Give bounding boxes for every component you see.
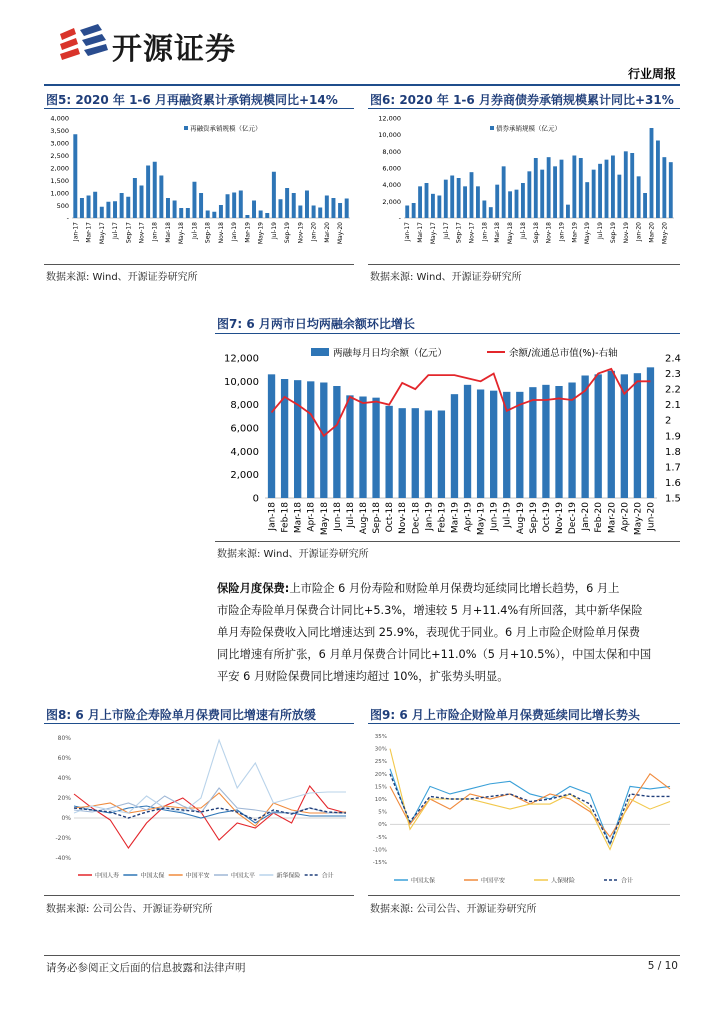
bar xyxy=(579,158,583,218)
bar xyxy=(412,408,419,498)
bar xyxy=(239,191,243,219)
text-line: 同比增速有所扩张，6 月单月保费合计同比+11.0%（5 月+10.5%），中国太保和中国 xyxy=(217,648,652,661)
legend-swatch-bar xyxy=(311,348,329,356)
bar xyxy=(399,408,406,498)
insurance-paragraph xyxy=(217,578,682,688)
bar xyxy=(503,392,510,498)
fig7-source: 数据来源: Wind、开源证券研究所 xyxy=(217,549,369,560)
footer-rule xyxy=(44,955,680,956)
x-tick-label: Nov-18 xyxy=(545,222,553,244)
x-tick-label: Dec-19 xyxy=(568,502,579,535)
x-tick-label: Mar-20 xyxy=(648,222,656,243)
y-tick-label: 60% xyxy=(57,755,71,762)
x-tick-label: Apr-19 xyxy=(463,502,474,532)
x-tick-label: May-18 xyxy=(319,502,330,536)
x-tick-label: Jul-19 xyxy=(270,222,278,240)
y-tick-label: 0% xyxy=(61,815,71,822)
x-tick-label: Jan-18 xyxy=(481,222,489,242)
bar xyxy=(212,212,216,218)
ratio-line xyxy=(272,369,651,436)
x-tick-label: Jul-19 xyxy=(597,222,605,240)
x-tick-label: Jul-17 xyxy=(442,222,450,240)
bar xyxy=(159,176,163,219)
legend-label: 合计 xyxy=(621,877,634,885)
bar xyxy=(133,178,137,218)
bar xyxy=(186,208,190,218)
bar xyxy=(437,196,441,219)
fig8-title-rule xyxy=(44,723,354,724)
fig7-chart xyxy=(215,340,685,540)
y-tick-label: 12,000 xyxy=(378,114,401,123)
fig8-source: 数据来源: 公司公告、开源证券研究所 xyxy=(46,904,213,915)
bar xyxy=(476,186,480,218)
x-tick-label: Aug-19 xyxy=(515,502,526,535)
y-tick-label: -20% xyxy=(55,835,71,842)
bar xyxy=(259,211,263,219)
y-right-tick-label: 2 xyxy=(665,415,672,427)
x-tick-label: Jul-18 xyxy=(345,502,356,528)
x-tick-label: Jun-19 xyxy=(489,502,500,531)
bar xyxy=(555,386,562,498)
x-tick-label: Sep-17 xyxy=(125,222,133,244)
x-tick-label: May-20 xyxy=(633,502,644,536)
y-tick-label: 1,000 xyxy=(50,189,69,198)
fig9-title-rule xyxy=(368,723,680,724)
y-left-tick-label: 0 xyxy=(252,493,259,505)
y-tick-label: -15% xyxy=(372,860,387,866)
bar xyxy=(527,171,531,218)
bar xyxy=(444,180,448,218)
x-tick-label: Mar-19 xyxy=(450,502,461,534)
bar xyxy=(470,172,474,218)
legend-label: 债券承销规模（亿元） xyxy=(496,124,561,133)
bar xyxy=(431,194,435,218)
footer-disclaimer: 请务必参阅正文后面的信息披露和法律声明 xyxy=(46,962,246,974)
bar xyxy=(120,193,124,218)
brand-logo xyxy=(58,20,110,64)
bar xyxy=(268,374,275,498)
fig9-source: 数据来源: 公司公告、开源证券研究所 xyxy=(370,904,537,915)
bar xyxy=(482,201,486,219)
bar xyxy=(598,164,602,218)
bar xyxy=(438,411,445,499)
legend-swatch xyxy=(490,126,494,130)
bar xyxy=(502,166,506,218)
bar xyxy=(305,191,309,219)
x-tick-label: Mar-17 xyxy=(417,222,425,243)
x-tick-label: Mar-19 xyxy=(571,222,579,243)
bar xyxy=(425,183,429,218)
x-tick-label: Jul-18 xyxy=(191,222,199,240)
x-tick-label: Jan-20 xyxy=(310,222,318,242)
y-tick-label: 10,000 xyxy=(378,131,401,140)
bar xyxy=(463,186,467,218)
x-tick-label: Jan-17 xyxy=(404,222,412,242)
bar xyxy=(451,394,458,498)
x-tick-label: May-19 xyxy=(257,222,265,245)
y-tick-label: 10% xyxy=(374,797,387,803)
legend-label: 中国平安 xyxy=(481,877,506,885)
bar xyxy=(650,128,654,218)
x-tick-label: Sep-18 xyxy=(204,222,212,244)
bar xyxy=(624,151,628,218)
bar xyxy=(199,193,203,218)
y-tick-label: 2,500 xyxy=(50,152,69,160)
y-tick-label: 1,500 xyxy=(50,177,69,185)
fig9-source-rule xyxy=(368,895,680,896)
x-tick-label: Mar-18 xyxy=(494,222,502,243)
x-tick-label: Jul-19 xyxy=(502,502,513,528)
legend-label: 中国太平 xyxy=(231,872,256,880)
x-tick-label: Jan-18 xyxy=(151,222,159,242)
bar xyxy=(611,156,615,219)
bar xyxy=(232,193,236,219)
fig6-source: 数据来源: Wind、开源证券研究所 xyxy=(370,272,522,283)
bar xyxy=(542,385,549,498)
y-right-tick-label: 2.1 xyxy=(665,400,681,412)
bar xyxy=(425,411,432,499)
x-tick-label: Mar-19 xyxy=(244,222,252,243)
x-tick-label: Sep-18 xyxy=(372,502,383,534)
section-label: 行业周报 xyxy=(627,67,676,81)
x-tick-label: Jun-20 xyxy=(646,502,657,531)
bar xyxy=(252,201,256,219)
logo-icon xyxy=(58,20,110,64)
y-right-tick-label: 2.3 xyxy=(665,369,681,381)
bar xyxy=(540,170,544,218)
legend-label: 中国太保 xyxy=(140,872,165,880)
series-line xyxy=(390,774,670,845)
bar xyxy=(643,193,647,218)
bar xyxy=(617,175,621,218)
bar xyxy=(585,182,589,218)
x-tick-label: Sep-19 xyxy=(284,222,292,244)
y-tick-label: 4,000 xyxy=(382,181,401,190)
y-tick-label: -5% xyxy=(376,834,387,841)
bar xyxy=(412,203,416,218)
page-number: 5 / 10 xyxy=(647,960,678,972)
bar xyxy=(605,160,609,218)
x-tick-label: Jan-19 xyxy=(424,502,435,531)
fig7-title-rule xyxy=(215,333,680,334)
x-tick-label: Feb-19 xyxy=(437,502,448,533)
x-tick-label: May-19 xyxy=(476,502,487,536)
y-right-tick-label: 2.2 xyxy=(665,384,681,396)
bar xyxy=(320,383,327,499)
bar xyxy=(173,201,177,219)
bar xyxy=(192,182,196,218)
x-tick-label: Nov-18 xyxy=(398,502,409,535)
x-tick-label: Jul-18 xyxy=(519,222,527,240)
x-tick-label: Nov-19 xyxy=(555,502,565,535)
bar xyxy=(106,202,110,218)
bar xyxy=(450,176,454,219)
x-tick-label: Nov-19 xyxy=(622,222,630,244)
y-tick-label: -10% xyxy=(372,847,387,854)
x-tick-label: Apr-20 xyxy=(620,502,631,532)
y-tick-label: 0% xyxy=(378,822,387,829)
y-right-tick-label: 1.7 xyxy=(665,462,681,474)
bar xyxy=(656,141,660,219)
bar xyxy=(662,157,666,218)
bar xyxy=(457,178,461,218)
bar xyxy=(307,381,314,498)
bar xyxy=(113,201,117,218)
bar xyxy=(179,208,183,218)
x-tick-label: Sep-18 xyxy=(532,222,540,244)
x-tick-label: Nov-19 xyxy=(297,222,305,244)
bar xyxy=(279,199,283,218)
x-tick-label: Mar-18 xyxy=(164,222,172,243)
bar xyxy=(219,205,223,218)
y-left-tick-label: 4,000 xyxy=(230,446,259,458)
fig5-source-rule xyxy=(44,264,354,265)
insurance-lead: 保险月度保费: xyxy=(217,582,290,595)
fig5-chart xyxy=(44,112,356,257)
bar xyxy=(634,373,641,498)
y-right-tick-label: 1.9 xyxy=(665,431,681,443)
legend-label: 再融资承销规模（亿元） xyxy=(190,124,262,133)
bar xyxy=(418,186,422,218)
x-tick-label: May-20 xyxy=(661,222,669,245)
x-tick-label: Jan-18 xyxy=(267,502,278,531)
bar xyxy=(359,397,366,499)
bar xyxy=(572,156,576,219)
y-tick-label: 30% xyxy=(374,746,387,753)
bar xyxy=(385,406,392,498)
y-tick-label: - xyxy=(398,214,401,223)
y-tick-label: 2,000 xyxy=(50,164,69,173)
y-tick-label: 15% xyxy=(374,784,387,791)
bar xyxy=(521,183,525,218)
y-right-tick-label: 1.6 xyxy=(665,477,681,489)
x-tick-label: Dec-18 xyxy=(411,502,422,535)
bar xyxy=(146,166,150,219)
y-tick-label: 5% xyxy=(378,809,387,816)
bar xyxy=(292,193,296,218)
bar xyxy=(595,374,602,498)
y-left-tick-label: 10,000 xyxy=(224,376,259,388)
bar xyxy=(647,367,654,498)
y-tick-label: 6,000 xyxy=(382,164,401,173)
bar xyxy=(516,392,523,498)
bar xyxy=(508,191,512,218)
bar xyxy=(592,170,596,218)
bar xyxy=(529,387,536,498)
fig9-chart xyxy=(368,730,680,890)
bar xyxy=(333,386,340,498)
bar xyxy=(73,134,77,218)
fig5-title: 图5: 2020 年 1-6 月再融资累计承销规模同比+14% xyxy=(46,93,338,107)
y-tick-label: 25% xyxy=(374,759,387,766)
bar xyxy=(338,203,342,218)
bar xyxy=(464,385,471,498)
bar xyxy=(547,157,551,218)
bar xyxy=(669,162,673,218)
legend-label: 新华保险 xyxy=(276,872,301,880)
bar xyxy=(608,371,615,498)
bar xyxy=(298,206,302,219)
bar xyxy=(226,194,230,218)
y-left-tick-label: 12,000 xyxy=(224,353,259,365)
series-line xyxy=(74,786,346,848)
fig6-chart xyxy=(368,112,680,257)
legend-label-line: 余额/流通总市值(%)-右轴 xyxy=(509,348,618,359)
bar xyxy=(265,213,269,218)
y-tick-label: 35% xyxy=(374,734,387,740)
y-tick-label: 3,000 xyxy=(50,139,69,148)
header-rule xyxy=(44,84,680,86)
fig9-title: 图9: 6 月上市险企财险单月保费延续同比增长势头 xyxy=(370,708,640,722)
x-tick-label: Jan-20 xyxy=(635,222,643,242)
x-tick-label: May-19 xyxy=(584,222,592,245)
bar xyxy=(294,380,301,498)
x-tick-label: Jan-19 xyxy=(231,222,239,242)
fig6-title: 图6: 2020 年 1-6 月券商债券承销规模累计同比+31% xyxy=(370,93,674,107)
y-right-tick-label: 1.8 xyxy=(665,446,681,458)
x-tick-label: May-18 xyxy=(178,222,186,245)
text-line: 平安 6 月财险保费同比增速均超过 10%，扩张势头明显。 xyxy=(217,670,509,683)
y-tick-label: 80% xyxy=(57,735,71,742)
bar xyxy=(206,211,210,219)
x-tick-label: Nov-17 xyxy=(468,222,476,244)
x-tick-label: Nov-18 xyxy=(217,222,225,244)
fig7-title: 图7: 6 月两市日均两融余额环比增长 xyxy=(217,317,415,331)
bar xyxy=(581,376,588,499)
x-tick-label: Mar-20 xyxy=(323,222,331,243)
x-tick-label: May-18 xyxy=(507,222,515,245)
x-tick-label: Sep-19 xyxy=(609,222,617,244)
bar xyxy=(318,208,322,219)
legend-label: 合计 xyxy=(321,872,334,880)
bar xyxy=(534,158,538,218)
bar xyxy=(312,206,316,219)
series-line xyxy=(74,806,346,823)
y-tick-label: 20% xyxy=(374,771,387,778)
x-tick-label: May-20 xyxy=(337,222,345,245)
x-tick-label: Oct-19 xyxy=(541,502,552,533)
x-tick-label: May-17 xyxy=(98,222,106,245)
x-tick-label: Oct-18 xyxy=(385,502,396,533)
fig6-source-rule xyxy=(368,264,680,265)
bar xyxy=(477,390,484,499)
x-tick-label: Feb-20 xyxy=(594,502,605,533)
text-line: 上市险企 6 月份寿险和财险单月保费均延续同比增长趋势，6 月上 xyxy=(289,582,620,595)
x-tick-label: Apr-18 xyxy=(306,502,317,532)
bar xyxy=(490,391,497,498)
x-tick-label: Jan-17 xyxy=(72,222,80,242)
x-tick-label: Jan-20 xyxy=(581,502,592,531)
x-tick-label: Mar-18 xyxy=(293,502,304,534)
bar xyxy=(637,176,641,218)
text-line: 单月寿险保费收入同比增速达到 25.9%，表现优于同业。6 月上市险企财险单月保费 xyxy=(217,626,641,639)
y-tick-label: 3,500 xyxy=(50,127,69,135)
bar xyxy=(345,199,349,219)
bar xyxy=(566,205,570,218)
x-tick-label: Sep-19 xyxy=(528,502,539,534)
x-tick-label: May-17 xyxy=(429,222,437,245)
x-tick-label: Feb-18 xyxy=(280,502,291,533)
y-right-tick-label: 2.4 xyxy=(665,353,681,365)
legend-label: 中国人寿 xyxy=(95,872,120,880)
bar xyxy=(80,198,84,218)
fig8-source-rule xyxy=(44,895,354,896)
y-tick-label: -40% xyxy=(55,855,71,862)
y-left-tick-label: 6,000 xyxy=(230,423,259,435)
fig8-chart xyxy=(44,730,356,890)
y-tick-label: 500 xyxy=(56,202,69,210)
y-tick-label: 2,000 xyxy=(382,197,401,206)
bar xyxy=(140,186,144,219)
bar xyxy=(560,160,564,218)
legend-label-bar: 两融每月日均余额（亿元） xyxy=(333,348,448,359)
x-tick-label: Jun-18 xyxy=(332,502,343,531)
y-left-tick-label: 8,000 xyxy=(230,400,259,412)
bar xyxy=(126,197,130,218)
bar xyxy=(285,188,289,218)
x-tick-label: Sep-17 xyxy=(455,222,463,244)
y-tick-label: 20% xyxy=(57,795,71,802)
bar xyxy=(515,190,519,218)
series-line xyxy=(74,740,346,813)
y-tick-label: 40% xyxy=(57,775,71,782)
fig5-title-rule xyxy=(44,108,354,109)
bar xyxy=(489,207,493,218)
bar xyxy=(372,398,379,498)
legend-label: 中国太保 xyxy=(411,877,436,885)
bar xyxy=(87,196,91,219)
x-tick-label: Nov-17 xyxy=(138,222,146,244)
y-tick-label: 8,000 xyxy=(382,147,401,156)
y-right-tick-label: 1.5 xyxy=(665,493,681,505)
x-tick-label: Mar-20 xyxy=(607,502,618,534)
legend-label: 中国平安 xyxy=(185,872,210,880)
x-tick-label: Jan-19 xyxy=(558,222,566,242)
bar xyxy=(245,215,249,218)
bar xyxy=(331,198,335,218)
bar xyxy=(630,153,634,218)
y-left-tick-label: 2,000 xyxy=(230,470,259,482)
y-tick-label: 4,000 xyxy=(50,114,69,123)
legend-swatch xyxy=(184,126,188,130)
fig6-title-rule xyxy=(368,108,680,109)
bar xyxy=(100,207,104,218)
bar xyxy=(272,172,276,218)
bar xyxy=(153,162,157,218)
x-tick-label: Mar-17 xyxy=(85,222,93,243)
x-tick-label: Aug-18 xyxy=(359,502,369,535)
y-tick-label: - xyxy=(66,214,69,223)
legend-label: 人保财险 xyxy=(551,877,576,885)
bar xyxy=(553,166,557,218)
bar xyxy=(495,185,499,218)
brand-name: 开源证券 xyxy=(112,32,236,67)
bar xyxy=(166,198,170,218)
text-line: 市险企寿险单月保费合计同比+5.3%，增速较 5 月+11.4%有所回落，其中新华保险 xyxy=(217,604,643,617)
fig7-source-rule xyxy=(215,541,680,542)
bar xyxy=(346,395,353,498)
fig5-source: 数据来源: Wind、开源证券研究所 xyxy=(46,272,198,283)
bar xyxy=(93,192,97,218)
bar xyxy=(325,196,329,219)
bar xyxy=(405,206,409,219)
fig8-title: 图8: 6 月上市险企寿险单月保费同比增速有所放缓 xyxy=(46,708,316,722)
x-tick-label: Jul-17 xyxy=(112,222,120,240)
